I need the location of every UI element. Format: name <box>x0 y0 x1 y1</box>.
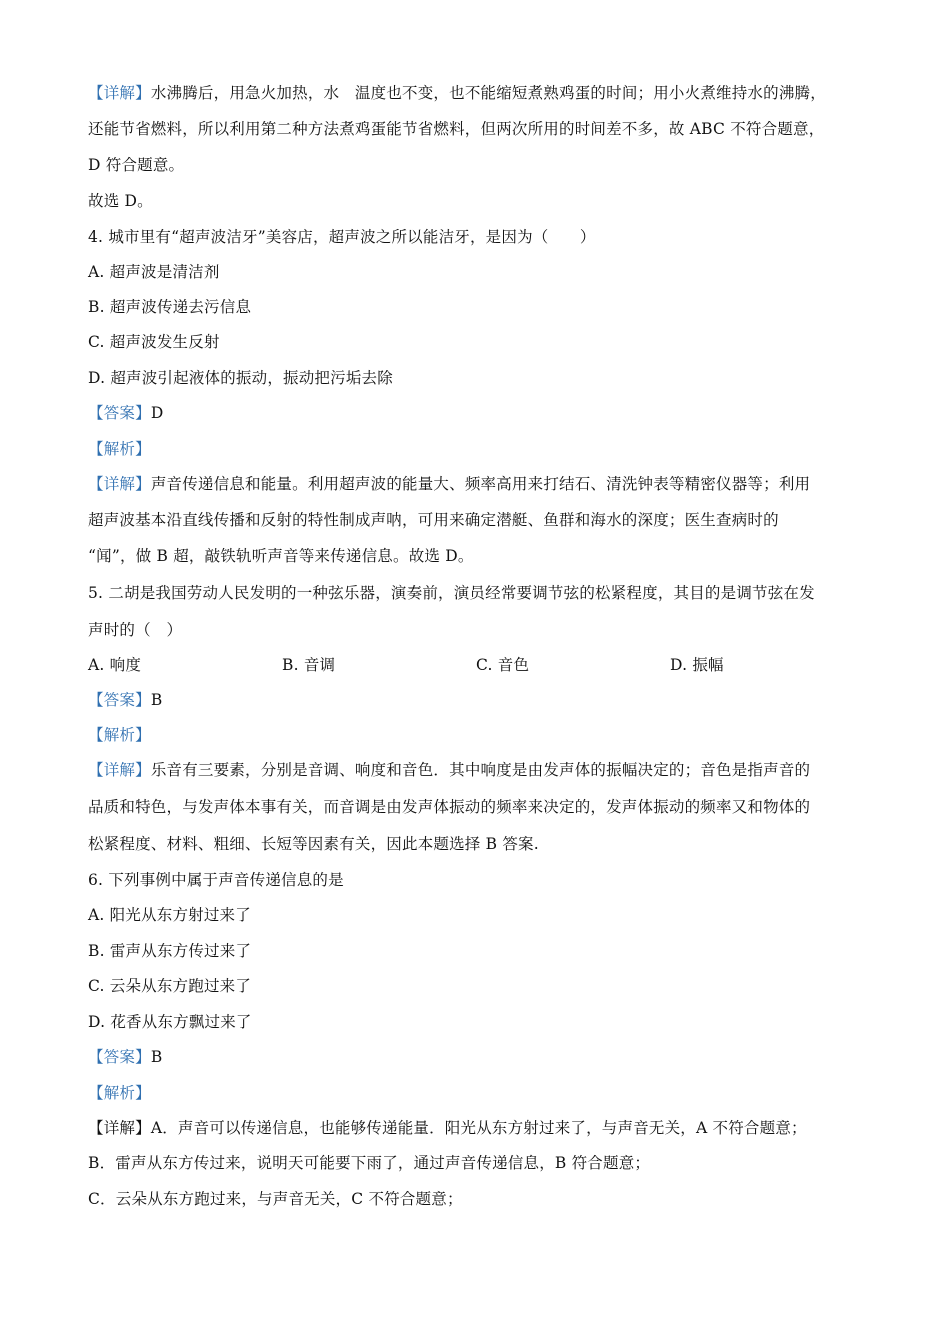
q5-option-b: B. 音调 <box>282 656 336 674</box>
q4-detail-line-2: 超声波基本沿直线传播和反射的特性制成声呐，可用来确定潜艇、鱼群和海水的深度；医生查病时的 <box>88 511 779 529</box>
q4-stem: 4. 城市里有“超声波洁牙”美容店，超声波之所以能洁牙，是因为（ ） <box>88 228 596 246</box>
detail-tag: 【详解】 <box>88 84 151 102</box>
q3-detail-line-3: D 符合题意。 <box>88 156 185 174</box>
answer-value: B <box>150 691 163 709</box>
q5-stem-line-1: 5. 二胡是我国劳动人民发明的一种弦乐器，演奏前，演员经常要调节弦的松紧程度，其目的是调节弦在发 <box>88 584 815 602</box>
q4-option-d: D. 超声波引起液体的振动，振动把污垢去除 <box>88 369 393 387</box>
q4-analysis-heading: 【解析】 <box>88 440 151 458</box>
q5-detail-line-3: 松紧程度、材料、粗细、长短等因素有关，因此本题选择 B 答案. <box>88 835 539 853</box>
q6-answer <box>88 1047 162 1067</box>
q6-stem: 6. 下列事例中属于声音传递信息的是 <box>88 871 344 889</box>
q5-option-c: C. 音色 <box>476 656 530 674</box>
q3-detail-line-2: 还能节省燃料，所以利用第二种方法煮鸡蛋能节省燃料，但两次所用的时间差不多，故 ABC 不符合题意， <box>88 120 825 138</box>
answer-tag: 【答案】 <box>88 404 151 422</box>
q6-detail-line-3: C．云朵从东方跑过来，与声音无关，C 不符合题意； <box>88 1190 463 1208</box>
q5-options-row <box>88 655 868 675</box>
q5-detail-line-1: 【详解】乐音有三要素，分别是音调、响度和音色．其中响度是由发声体的振幅决定的；音色是指声音的 <box>88 761 811 779</box>
q6-detail-line-1: 【详解】A．声音可以传递信息，也能够传递能量．阳光从东方射过来了，与声音无关，A 不符合题意； <box>88 1119 807 1137</box>
q5-option-a: A. 响度 <box>88 656 142 674</box>
q4-detail-line-1: 【详解】声音传递信息和能量。利用超声波的能量大、频率高用来打结石、清洗钟表等精密仪器等；利用 <box>88 475 811 493</box>
q5-analysis-heading: 【解析】 <box>88 726 151 744</box>
detail-tag: 【详解】 <box>88 761 151 779</box>
answer-tag: 【答案】 <box>88 691 151 709</box>
q4-answer <box>88 403 163 423</box>
answer-value: B <box>150 1048 163 1066</box>
detail-tag: 【详解】 <box>88 1119 151 1137</box>
q6-option-c: C. 云朵从东方跑过来了 <box>88 977 252 995</box>
q6-option-a: A. 阳光从东方射过来了 <box>88 906 251 924</box>
q3-detail-line-1: 【详解】水沸腾后，用急火加热，水 温度也不变，也不能缩短煮熟鸡蛋的时间；用小火煮维持水的沸腾， <box>88 84 826 102</box>
q5-detail-line-2: 品质和特色，与发声体本事有关，而音调是由发声体振动的频率来决定的，发声体振动的频率又和物体的 <box>88 798 811 816</box>
q6-analysis-heading: 【解析】 <box>88 1084 151 1102</box>
q5-answer <box>88 690 162 710</box>
q4-detail-line-3: “闻”，做 B 超，敲铁轨听声音等来传递信息。故选 D。 <box>88 547 474 565</box>
q4-option-b: B. 超声波传递去污信息 <box>88 298 252 316</box>
q3-conclusion: 故选 D。 <box>88 192 153 210</box>
detail-tag: 【详解】 <box>88 475 151 493</box>
q4-option-a: A. 超声波是清洁剂 <box>88 263 220 281</box>
answer-tag: 【答案】 <box>88 1048 151 1066</box>
q6-detail-line-2: B．雷声从东方传过来，说明天可能要下雨了，通过声音传递信息，B 符合题意； <box>88 1154 651 1172</box>
answer-value: D <box>150 404 164 422</box>
q5-option-d: D. 振幅 <box>670 656 724 674</box>
q6-option-b: B. 雷声从东方传过来了 <box>88 942 252 960</box>
q6-option-d: D. 花香从东方飘过来了 <box>88 1013 252 1031</box>
q5-stem-line-2: 声时的（ ） <box>88 621 183 639</box>
q4-option-c: C. 超声波发生反射 <box>88 333 220 351</box>
